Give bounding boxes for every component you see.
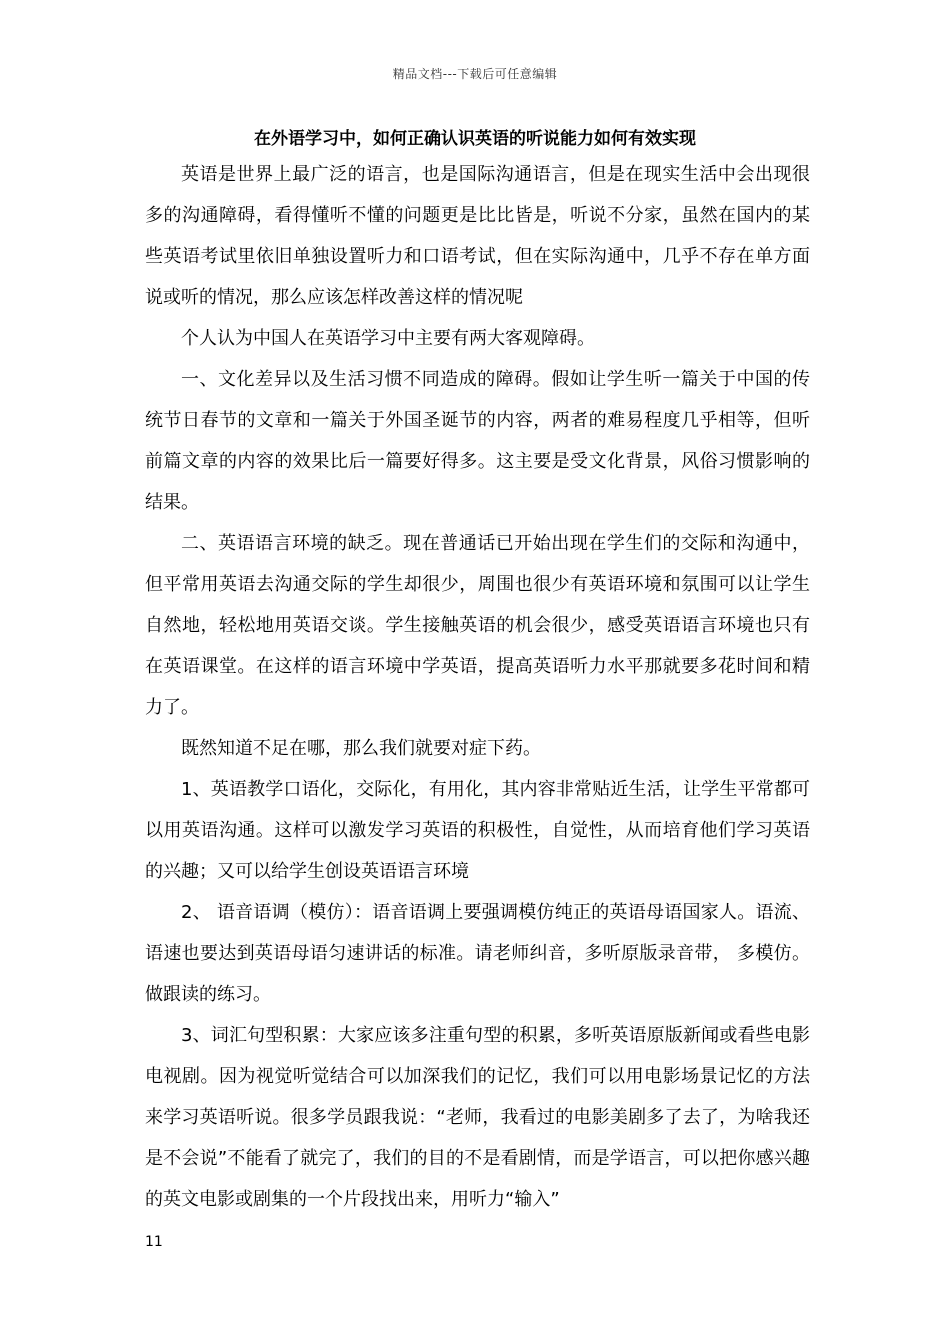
paragraph-remedy-2: 2、 语音语调（模仿）：语音语调上要强调模仿纯正的英语母语国家人。语流、语速也要达到英语母语匀速讲话的标准。请老师纠音，多听原版录音带， 多模仿。做跟读的练习。 (145, 902, 810, 1005)
document-body (145, 154, 810, 1220)
paragraph-intro: 英语是世界上最广泛的语言，也是国际沟通语言，但是在现实生活中会出现很多的沟通障碍，看得懂听不懂的问题更是比比皆是，听说不分家，虽然在国内的某些英语考试里依旧单独设置听力和口语考试，但在实际沟通中，几乎不存在单方面说或听的情况，那么应该怎样改善这样的情况呢 (145, 164, 810, 308)
document-title: 在外语学习中，如何正确认识英语的听说能力如何有效实现 (254, 129, 696, 149)
paragraph-remedy-1: 1、英语教学口语化，交际化，有用化，其内容非常贴近生活，让学生平常都可以用英语沟通。这样可以激发学习英语的积极性，自觉性，从而培育他们学习英语的兴趣；又可以给学生创设英语语言环境 (145, 779, 810, 882)
paragraph-remedy-3: 3、词汇句型积累：大家应该多注重句型的积累，多听英语原版新闻或看些电影电视剧。因为视觉听觉结合可以加深我们的记忆，我们可以用电影场景记忆的方法来学习英语听说。很多学员跟我说：“老师，我看过的电影美剧多了去了，为啥我还是不会说”不能看了就完了，我们的目的不是看剧情，而是学语言，可以把你感兴趣的英文电影或剧集的一个片段找出来，用听力“输入” (145, 1025, 810, 1210)
page-number: 11 (145, 1234, 163, 1250)
paragraph-remedy-intro: 既然知道不足在哪，那么我们就要对症下药。 (181, 738, 541, 759)
paragraph-obstacles-summary: 个人认为中国人在英语学习中主要有两大客观障碍。 (181, 328, 595, 349)
header-note: 精品文档---下载后可任意编辑 (392, 67, 558, 81)
paragraph-obstacle-environment: 二、英语语言环境的缺乏。现在普通话已开始出现在学生们的交际和沟通中，但平常用英语去沟通交际的学生却很少，周围也很少有英语环境和氛围可以让学生自然地，轻松地用英语交谈。学生接触英语的机会很少，感受英语语言环境也只有在英语课堂。在这样的语言环境中学英语，提高英语听力水平那就要多花时间和精力了。 (145, 533, 810, 718)
paragraph-obstacle-culture: 一、文化差异以及生活习惯不同造成的障碍。假如让学生听一篇关于中国的传统节日春节的文章和一篇关于外国圣诞节的内容，两者的难易程度几乎相等，但听前篇文章的内容的效果比后一篇要好得多。这主要是受文化背景，风俗习惯影响的结果。 (145, 369, 810, 513)
